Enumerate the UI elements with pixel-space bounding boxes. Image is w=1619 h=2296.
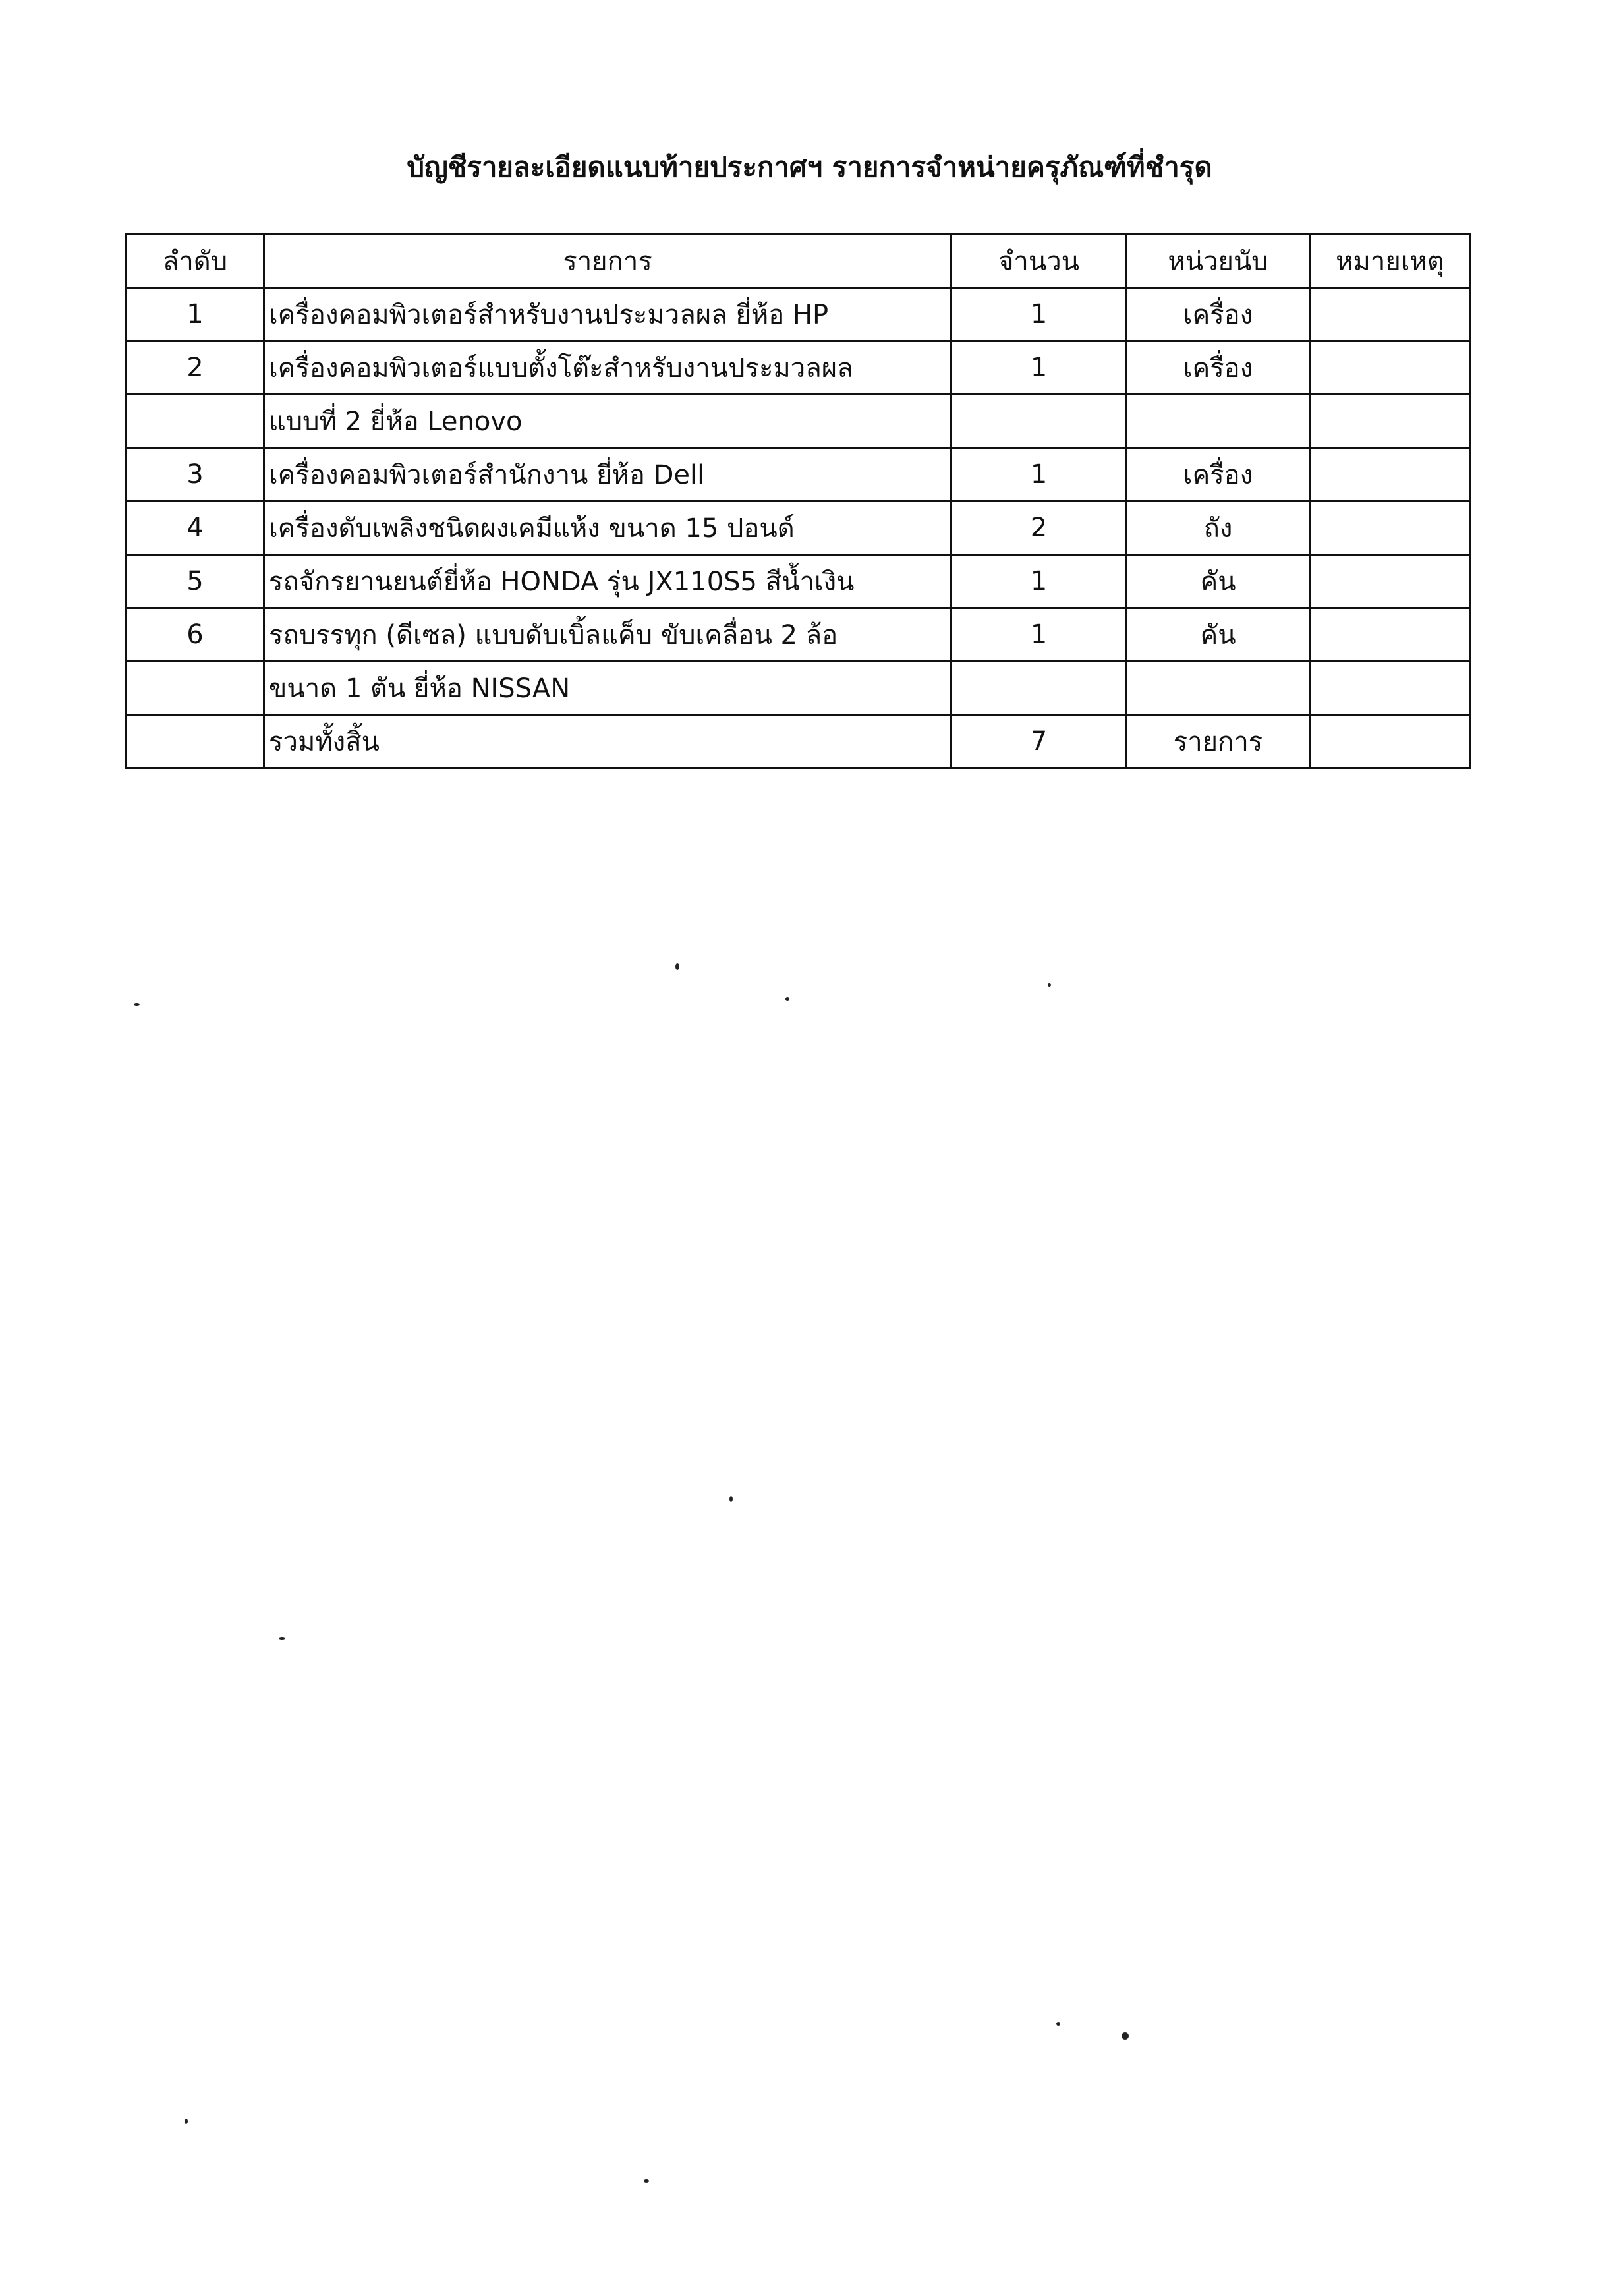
- cell-unit: ถัง: [1127, 502, 1310, 555]
- cell-remark: [1310, 341, 1471, 395]
- cell-unit: [1127, 395, 1310, 448]
- table-row: [127, 662, 1471, 715]
- table-row: [127, 395, 1471, 448]
- table-row: [127, 448, 1471, 502]
- cell-quantity: 2: [952, 502, 1127, 555]
- header-remark: หมายเหตุ: [1310, 235, 1471, 288]
- cell-remark: [1310, 608, 1471, 662]
- cell-order-empty: [127, 715, 264, 768]
- scan-speck: [1122, 2032, 1129, 2040]
- cell-order: 2: [127, 341, 264, 395]
- cell-remark: [1310, 555, 1471, 608]
- cell-order: 6: [127, 608, 264, 662]
- cell-item: เครื่องคอมพิวเตอร์สำนักงาน ยี่ห้อ Dell: [264, 448, 952, 502]
- table-row: [127, 608, 1471, 662]
- header-quantity: จำนวน: [952, 235, 1127, 288]
- cell-quantity: [952, 662, 1127, 715]
- total-label: รวมทั้งสิ้น: [264, 715, 952, 768]
- table-row: [127, 502, 1471, 555]
- cell-order: 4: [127, 502, 264, 555]
- table-row: [127, 555, 1471, 608]
- cell-unit: เครื่อง: [1127, 341, 1310, 395]
- scan-speck: [675, 963, 679, 970]
- scan-speck: [1056, 2022, 1060, 2026]
- scan-speck: [185, 2119, 188, 2124]
- cell-item: เครื่องดับเพลิงชนิดผงเคมีแห้ง ขนาด 15 ปอนด์: [264, 502, 952, 555]
- table-total-row: [127, 715, 1471, 768]
- scan-speck: [1048, 983, 1051, 987]
- header-order: ลำดับ: [127, 235, 264, 288]
- scan-speck: [644, 2179, 649, 2183]
- cell-remark: [1310, 502, 1471, 555]
- table-row: [127, 288, 1471, 341]
- cell-item: แบบที่ 2 ยี่ห้อ Lenovo: [264, 395, 952, 448]
- cell-item: ขนาด 1 ตัน ยี่ห้อ NISSAN: [264, 662, 952, 715]
- cell-unit: คัน: [1127, 608, 1310, 662]
- cell-remark: [1310, 395, 1471, 448]
- cell-remark-empty: [1310, 715, 1471, 768]
- table-row: [127, 341, 1471, 395]
- cell-remark: [1310, 662, 1471, 715]
- total-unit: รายการ: [1127, 715, 1310, 768]
- cell-quantity: 1: [952, 608, 1127, 662]
- cell-order: 5: [127, 555, 264, 608]
- cell-order: [127, 395, 264, 448]
- cell-unit: เครื่อง: [1127, 288, 1310, 341]
- header-item: รายการ: [264, 235, 952, 288]
- cell-unit: เครื่อง: [1127, 448, 1310, 502]
- total-quantity: 7: [952, 715, 1127, 768]
- cell-quantity: 1: [952, 448, 1127, 502]
- cell-item: เครื่องคอมพิวเตอร์แบบตั้งโต๊ะสำหรับงานประมวลผล: [264, 341, 952, 395]
- cell-quantity: 1: [952, 341, 1127, 395]
- document-title: บัญชีรายละเอียดแนบท้ายประกาศฯ รายการจำหน่ายครุภัณฑ์ที่ชำรุด: [407, 151, 1212, 183]
- cell-unit: [1127, 662, 1310, 715]
- cell-remark: [1310, 288, 1471, 341]
- cell-remark: [1310, 448, 1471, 502]
- scan-speck: [134, 1003, 140, 1006]
- cell-quantity: 1: [952, 288, 1127, 341]
- scan-speck: [729, 1496, 733, 1502]
- disposal-items-table: [125, 233, 1471, 769]
- cell-order: [127, 662, 264, 715]
- cell-item: เครื่องคอมพิวเตอร์สำหรับงานประมวลผล ยี่ห้อ HP: [264, 288, 952, 341]
- cell-quantity: 1: [952, 555, 1127, 608]
- scan-speck: [785, 997, 789, 1001]
- cell-item: รถบรรทุก (ดีเซล) แบบดับเบิ้ลแค็บ ขับเคลื่อน 2 ล้อ: [264, 608, 952, 662]
- cell-order: 3: [127, 448, 264, 502]
- cell-quantity: [952, 395, 1127, 448]
- cell-unit: คัน: [1127, 555, 1310, 608]
- cell-order: 1: [127, 288, 264, 341]
- header-unit: หน่วยนับ: [1127, 235, 1310, 288]
- cell-item: รถจักรยานยนต์ยี่ห้อ HONDA รุ่น JX110S5 สีน้ำเงิน: [264, 555, 952, 608]
- table-header-row: [127, 235, 1471, 288]
- scan-speck: [279, 1637, 285, 1640]
